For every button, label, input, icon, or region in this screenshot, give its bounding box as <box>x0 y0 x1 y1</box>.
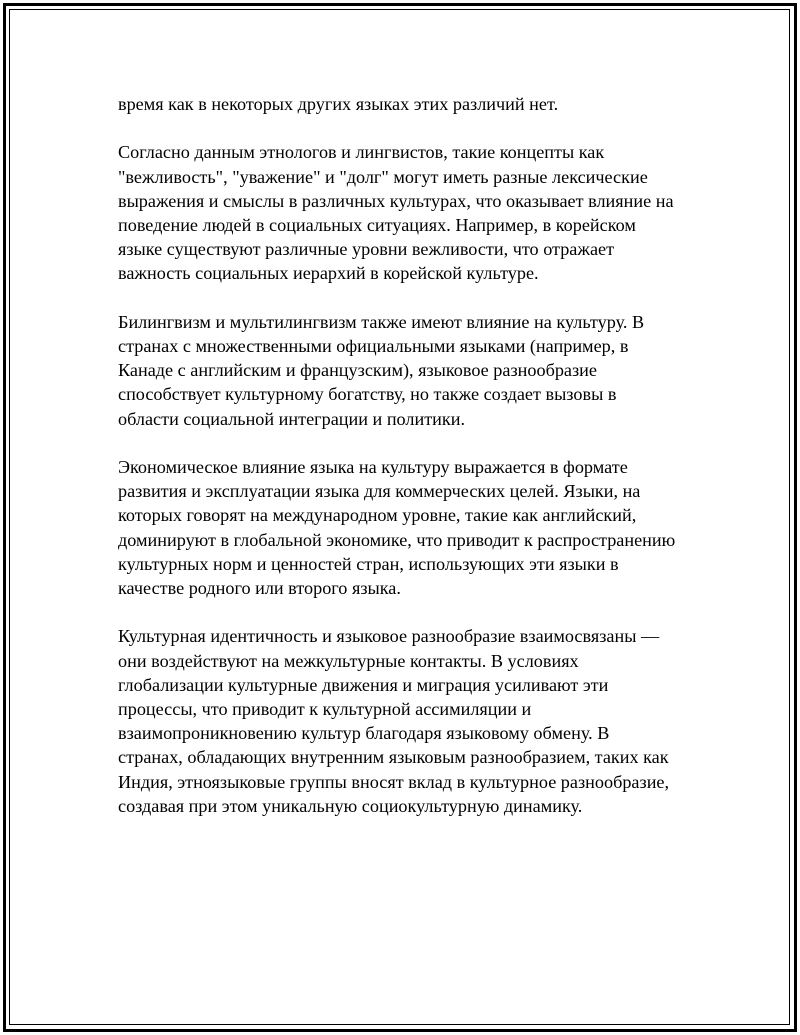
text-line: странах, обладающих внутренним языковым разнообразием, таких как <box>118 747 669 768</box>
text-line: процессы, что приводит к культурной ассимиляции и <box>118 699 532 720</box>
text-line: время как в некоторых других языках этих различий нет. <box>118 94 559 114</box>
text-line: они воздействуют на межкультурные контакты. В условиях <box>118 650 579 671</box>
document-body <box>118 92 718 842</box>
text-line: которых говорят на международном уровне, такие как английский, <box>118 505 637 526</box>
text-line: Культурная идентичность и языковое разнообразие взаимосвязаны — <box>118 626 660 647</box>
paragraph-1 <box>118 92 718 116</box>
text-line: взаимопроникновению культур благодаря языковому обмену. В <box>118 723 610 744</box>
paragraph-5 <box>118 624 718 818</box>
text-line: языке существуют различные уровни вежливости, что отражает <box>118 239 615 260</box>
text-line: культурных норм и ценностей стран, использующих эти языки в <box>118 553 619 574</box>
text-line: способствует культурному богатству, но также создает вызовы в <box>118 384 617 405</box>
text-line: Согласно данным этнологов и лингвистов, такие концепты как <box>118 142 605 163</box>
paragraph-4 <box>118 455 718 600</box>
text-line: области социальной интеграции и политики. <box>118 408 466 429</box>
text-line: Билингвизм и мультилингвизм также имеют влияние на культуру. В <box>118 311 645 332</box>
paragraph-3 <box>118 310 718 431</box>
text-line: создавая при этом уникальную социокультурную динамику. <box>118 795 583 816</box>
text-line: развития и эксплуатации языка для коммерческих целей. Языки, на <box>118 481 641 502</box>
text-line: глобализации культурные движения и миграция усиливают эти <box>118 674 609 695</box>
text-line: Экономическое влияние языка на культуру выражается в формате <box>118 457 628 477</box>
text-line: Канаде с английским и французским), языковое разнообразие <box>118 360 597 381</box>
text-line: странах с множественными официальными языками (например, в <box>118 336 629 356</box>
text-line: доминируют в глобальной экономике, что приводит к распространению <box>118 529 676 550</box>
text-line: "вежливость", "уважение" и "долг" могут иметь разные лексические <box>118 166 648 187</box>
paragraph-2 <box>118 140 718 285</box>
text-line: Индия, этноязыковые группы вносят вклад в культурное разнообразие, <box>118 771 670 792</box>
text-line: качестве родного или второго языка. <box>118 578 401 599</box>
text-line: важность социальных иерархий в корейской культуре. <box>118 263 539 284</box>
text-line: поведение людей в социальных ситуациях. Например, в корейском <box>118 215 636 235</box>
text-line: выражения и смыслы в различных культурах, что оказывает влияние на <box>118 190 674 211</box>
